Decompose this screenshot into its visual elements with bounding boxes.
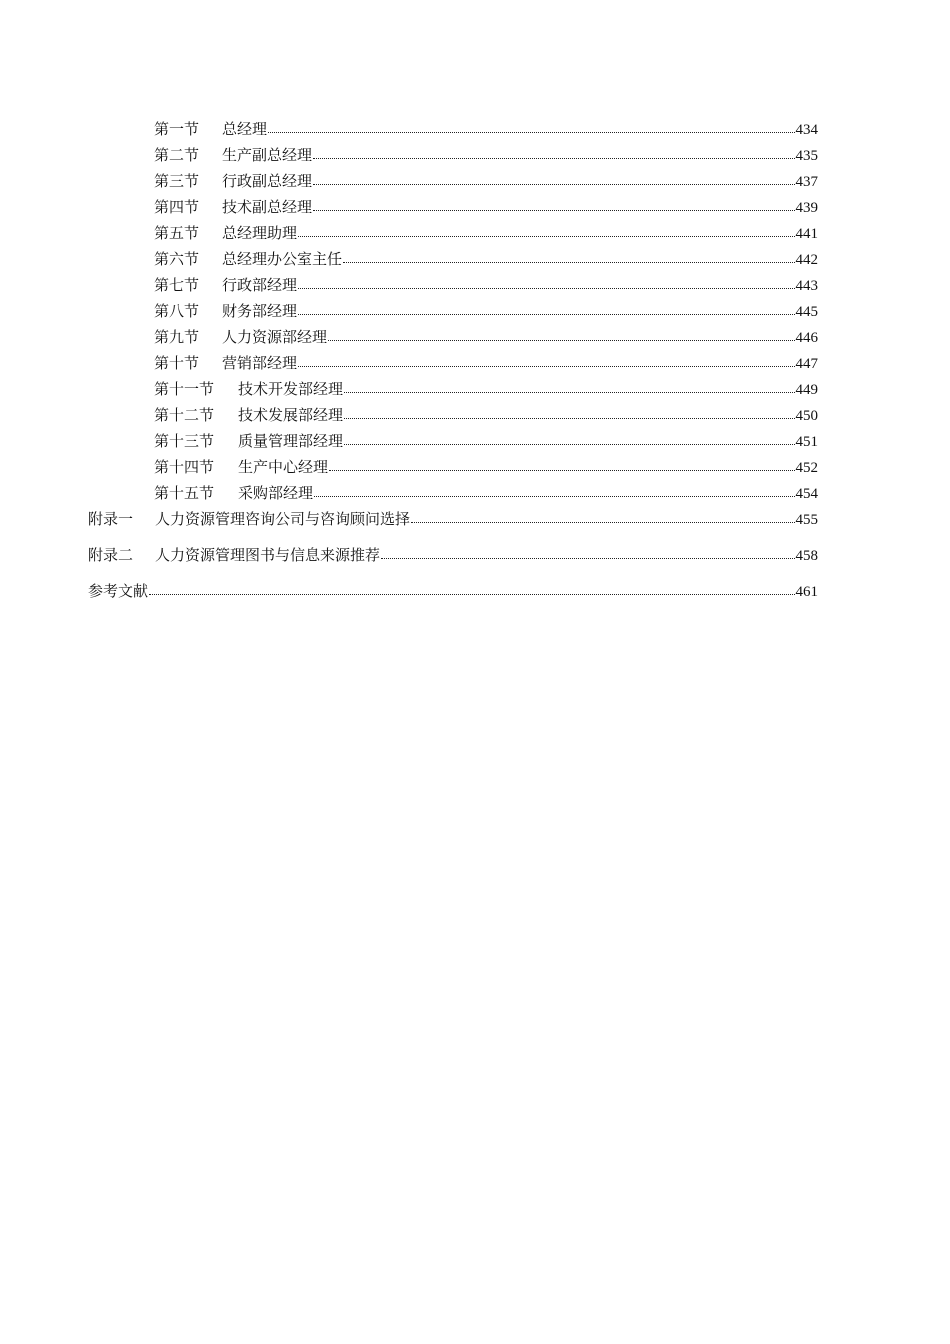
toc-page-number: 445	[795, 304, 818, 320]
dot-leader	[298, 354, 794, 368]
toc-section-label: 第四节	[154, 198, 200, 216]
toc-section-title: 技术开发部经理	[238, 380, 344, 398]
toc-appendix-label: 附录一	[88, 510, 134, 528]
toc-section-label: 第十二节	[154, 406, 215, 424]
dot-leader	[314, 484, 794, 498]
toc-section-title: 采购部经理	[238, 484, 314, 502]
dot-leader	[329, 458, 794, 472]
toc-entry[interactable]	[88, 143, 818, 169]
toc-section-title: 总经理助理	[222, 224, 298, 242]
toc-entry[interactable]	[88, 247, 818, 273]
toc-page-number: 442	[795, 252, 818, 268]
toc-section-label: 第十五节	[154, 484, 215, 502]
toc-section-title: 生产副总经理	[222, 146, 313, 164]
dot-leader	[328, 328, 794, 342]
dot-leader	[298, 276, 794, 290]
toc-section-title: 财务部经理	[222, 302, 298, 320]
toc-page-number: 454	[795, 486, 818, 502]
toc-page-number: 452	[795, 460, 818, 476]
toc-page-number: 437	[795, 174, 818, 190]
dot-leader	[381, 546, 794, 560]
dot-leader	[298, 302, 794, 316]
toc-entry[interactable]	[88, 299, 818, 325]
toc-entry[interactable]	[88, 429, 818, 455]
dot-leader	[268, 120, 794, 134]
toc-entry[interactable]	[88, 273, 818, 299]
toc-entry[interactable]	[88, 195, 818, 221]
toc-page-number: 447	[795, 356, 818, 372]
toc-section-label: 第三节	[154, 172, 200, 190]
toc-section-label: 第六节	[154, 250, 200, 268]
toc-section-title: 人力资源部经理	[222, 328, 328, 346]
toc-section-title: 营销部经理	[222, 354, 298, 372]
toc-section-title: 行政部经理	[222, 276, 298, 294]
toc-entry[interactable]	[88, 351, 818, 377]
toc-page-number: 441	[795, 226, 818, 242]
toc-entry[interactable]	[88, 169, 818, 195]
toc-entry[interactable]	[88, 221, 818, 247]
dot-leader	[343, 250, 794, 264]
dot-leader	[313, 146, 794, 160]
dot-leader	[313, 198, 794, 212]
toc-entry[interactable]	[88, 325, 818, 351]
toc-entry-appendix[interactable]	[88, 543, 818, 569]
toc-page-number: 443	[795, 278, 818, 294]
toc-entry[interactable]	[88, 403, 818, 429]
toc-entry[interactable]	[88, 481, 818, 507]
toc-section-title: 技术发展部经理	[238, 406, 344, 424]
toc-section-label: 第一节	[154, 120, 200, 138]
toc-references-title: 参考文献	[88, 582, 149, 600]
toc-appendix-title: 人力资源管理图书与信息来源推荐	[155, 546, 381, 564]
toc-section-label: 第七节	[154, 276, 200, 294]
toc-page-number: 451	[795, 434, 818, 450]
toc-page-number: 435	[795, 148, 818, 164]
dot-leader	[298, 224, 794, 238]
toc-section-label: 第十一节	[154, 380, 215, 398]
table-of-contents	[88, 117, 818, 605]
toc-appendix-title: 人力资源管理咨询公司与咨询顾问选择	[155, 510, 411, 528]
toc-section-label: 第二节	[154, 146, 200, 164]
toc-section-label: 第十节	[154, 354, 200, 372]
dot-leader	[313, 172, 794, 186]
toc-entry-appendix[interactable]	[88, 507, 818, 533]
toc-entry[interactable]	[88, 377, 818, 403]
toc-appendix-label: 附录二	[88, 546, 134, 564]
dot-leader	[344, 406, 794, 420]
toc-section-title: 总经理	[222, 120, 268, 138]
toc-entry[interactable]	[88, 455, 818, 481]
toc-page-number: 434	[795, 122, 818, 138]
toc-page-number: 455	[795, 512, 818, 528]
toc-section-label: 第十三节	[154, 432, 215, 450]
toc-page-number: 461	[795, 584, 818, 600]
dot-leader	[344, 432, 794, 446]
toc-section-title: 质量管理部经理	[238, 432, 344, 450]
toc-section-label: 第八节	[154, 302, 200, 320]
toc-entry-references[interactable]	[88, 579, 818, 605]
toc-section-label: 第五节	[154, 224, 200, 242]
toc-section-label: 第十四节	[154, 458, 215, 476]
toc-page-number: 458	[795, 548, 818, 564]
toc-page-number: 439	[795, 200, 818, 216]
dot-leader	[411, 510, 794, 524]
dot-leader	[344, 380, 794, 394]
toc-page-number: 450	[795, 408, 818, 424]
toc-page-number: 446	[795, 330, 818, 346]
toc-page-number: 449	[795, 382, 818, 398]
toc-section-title: 总经理办公室主任	[222, 250, 343, 268]
dot-leader	[149, 582, 794, 596]
toc-entry[interactable]	[88, 117, 818, 143]
toc-section-label: 第九节	[154, 328, 200, 346]
toc-section-title: 行政副总经理	[222, 172, 313, 190]
toc-section-title: 技术副总经理	[222, 198, 313, 216]
toc-section-title: 生产中心经理	[238, 458, 329, 476]
